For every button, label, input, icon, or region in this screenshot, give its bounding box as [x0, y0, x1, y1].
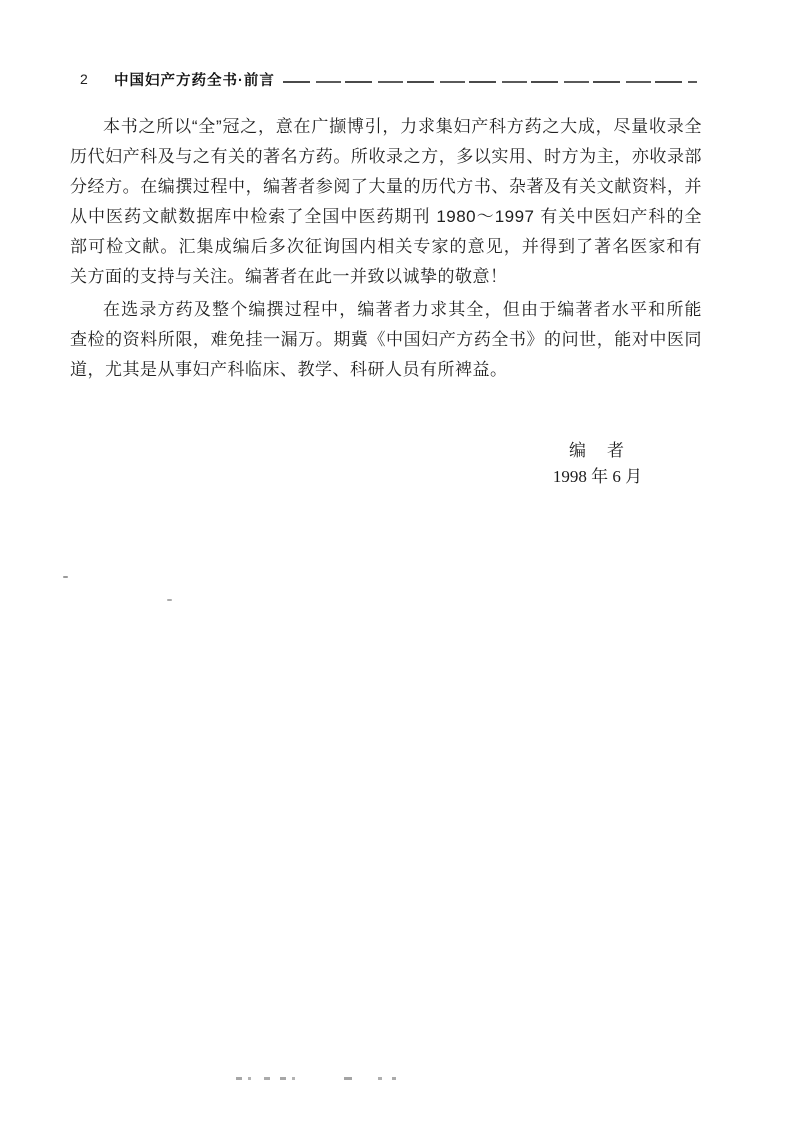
text-line: 部可检文献。汇集成编后多次征询国内相关专家的意见，并得到了著名医家和有 — [70, 237, 702, 256]
text-line: 历代妇产科及与之有关的著名方药。所收录之方，多以实用、时方为主，亦收录部 — [70, 147, 702, 166]
text-line: 查检的资料所限，难免挂一漏万。期冀《中国妇产方药全书》的问世，能对中医同 — [70, 330, 702, 349]
scan-speck — [63, 576, 68, 578]
page-number: 2 — [80, 71, 88, 87]
signature-block — [480, 438, 715, 490]
paragraph — [70, 295, 702, 385]
text-line: 道，尤其是从事妇产科临床、教学、科研人员有所裨益。 — [70, 360, 508, 379]
signature-date: 1998 年 6 月 — [552, 467, 643, 486]
text-line: 从中医药文献数据库中检索了全国中医药期刊 1980～1997 有关中医妇产科的全 — [70, 207, 702, 226]
paragraph — [70, 112, 702, 292]
signature-author: 编 者 — [569, 441, 626, 460]
text-line: 在选录方药及整个编撰过程中，编著者力求其全，但由于编著者水平和所能 — [103, 300, 702, 319]
header-dashed-rule — [283, 81, 697, 83]
scan-speck — [167, 599, 172, 601]
text-line: 分经方。在编撰过程中，编著者参阅了大量的历代方书、杂著及有关文献资料，并 — [70, 177, 702, 196]
scan-artifacts-row — [236, 1077, 398, 1080]
text-line: 关方面的支持与关注。编著者在此一并致以诚挚的敬意！ — [70, 267, 508, 286]
running-header-title: 中国妇产方药全书·前言 — [114, 73, 275, 89]
preface-body — [70, 112, 702, 385]
text-line: 本书之所以“全”冠之，意在广撷博引，力求集妇产科方药之大成，尽量收录全 — [103, 117, 702, 136]
